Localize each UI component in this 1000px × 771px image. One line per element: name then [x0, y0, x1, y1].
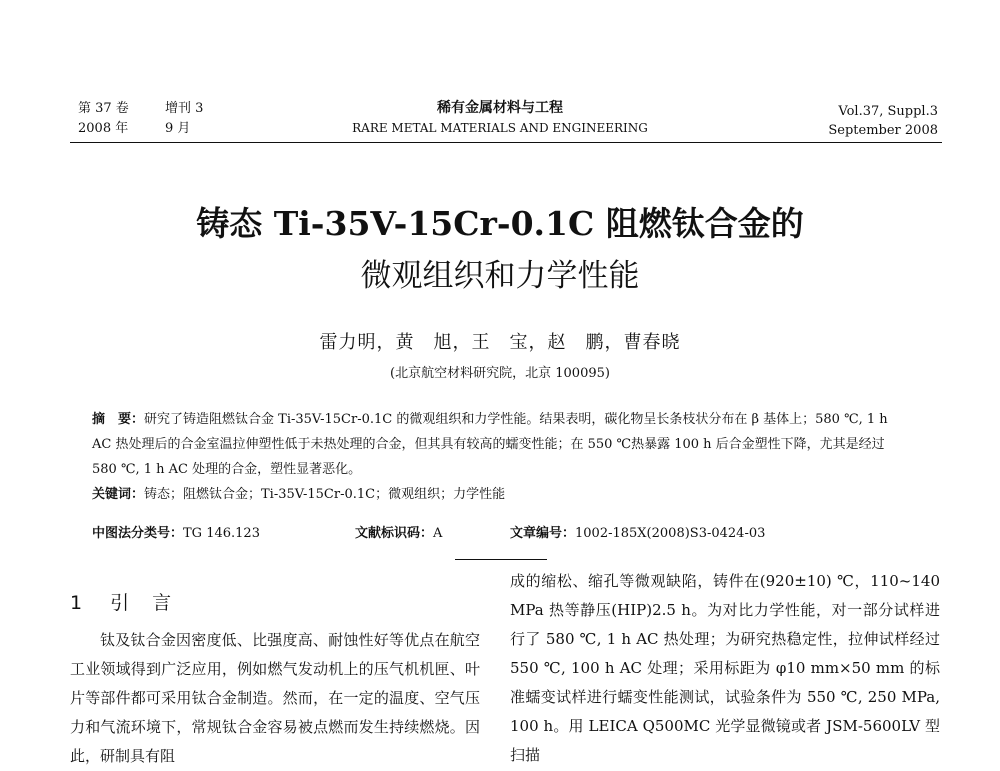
doc-code-field: [355, 522, 442, 541]
section-title: 引 言: [110, 592, 174, 614]
volume-cn: 第 37 卷: [78, 101, 129, 116]
header-rule: [70, 142, 942, 143]
section-heading: [70, 588, 173, 615]
doc-code-value: A: [433, 526, 443, 541]
journal-name-cn: 稀有金属材料与工程: [437, 100, 563, 116]
body-right-column: [510, 567, 940, 770]
month-cn: 9 月: [165, 121, 191, 136]
section-number: 1: [70, 592, 85, 614]
journal-name-en: RARE METAL MATERIALS AND ENGINEERING: [352, 121, 648, 135]
keywords-text: 铸态；阻燃钛合金；Ti-35V-15Cr-0.1C；微观组织；力学性能: [144, 487, 506, 502]
right-paragraph: 成的缩松、缩孔等微观缺陷，铸件在(920±10) ℃，110~140 MPa 热等静压(HIP)2.5 h。为对比力学性能，对一部分试样进行了 580 ℃, 1 h AC 热处理；为研究热稳定性，拉伸试样经过 550 ℃, 100 h AC 处理；采用标距为 φ10 mm×50 mm 的标准蠕变试样进行蠕变性能测试，试验条件为 550 ℃, 250 MPa, 100 h。用 LEICA Q500MC 光学显微镜或者 JSM-5600LV 型扫描: [510, 572, 940, 764]
year-cn: 2008 年: [78, 121, 129, 136]
body-left-column: [70, 626, 480, 771]
clc-value: TG 146.123: [183, 526, 260, 541]
separator-rule: [455, 559, 547, 560]
issue-cn: 增刊 3: [165, 101, 204, 116]
abstract-text: 研究了铸造阻燃钛合金 Ti-35V-15Cr-0.1C 的微观组织和力学性能。结果表明，碳化物呈长条枝状分布在 β 基体上；580 ℃, 1 h AC 热处理后的合金室温拉伸塑性低于未热处理的合金，但其具有较高的蠕变性能；在 550 ℃热暴露 100 h 后合金塑性下降，尤其是经过 580 ℃, 1 h AC 处理的合金，塑性显著恶化。: [92, 412, 888, 477]
date-en: September 2008: [828, 123, 938, 138]
author-list: 雷力明，黄 旭，王 宝，赵 鹏，曹春晓: [319, 332, 681, 353]
doc-code-label: 文献标识码：: [355, 526, 434, 541]
affiliation: (北京航空材料研究院，北京 100095): [390, 366, 610, 381]
paper-title-line2: 微观组织和力学性能: [360, 258, 640, 294]
left-paragraph: 钛及钛合金因密度低、比强度高、耐蚀性好等优点在航空工业领域得到广泛应用，例如燃气发动机上的压气机机匣、叶片等部件都可采用钛合金制造。然而，在一定的温度、空气压力和气流环境下，常规钛合金容易被点燃而发生持续燃烧。因此，研制具有阻: [70, 631, 480, 765]
article-number-value: 1002-185X(2008)S3-0424-03: [575, 526, 766, 541]
paper-title-line1: 铸态 Ti-35V-15Cr-0.1C 阻燃钛合金的: [196, 204, 804, 243]
keywords-label: 关键词：: [92, 487, 145, 502]
clc-label: 中图法分类号：: [92, 526, 184, 541]
clc-field: [92, 522, 260, 541]
abstract-label: 摘 要：: [92, 412, 145, 427]
volume-en: Vol.37, Suppl.3: [838, 104, 938, 119]
abstract-block: [92, 407, 902, 507]
article-number-label: 文章编号：: [510, 526, 576, 541]
article-number-field: [510, 522, 765, 541]
